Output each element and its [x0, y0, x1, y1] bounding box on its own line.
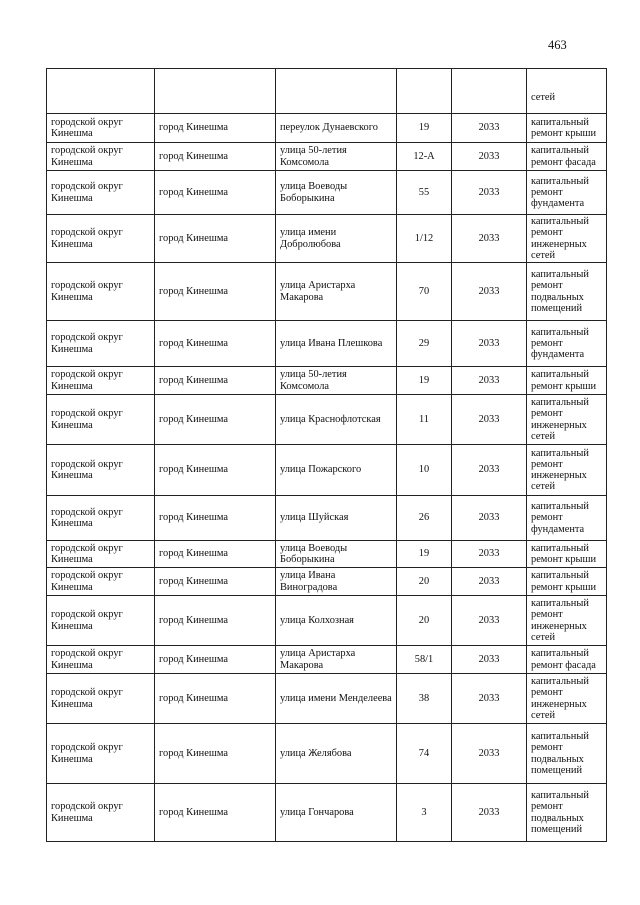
city-cell: город Кинешма: [155, 263, 276, 321]
year-cell: 2033: [452, 171, 527, 215]
city-cell: город Кинешма: [155, 445, 276, 496]
year-cell: 2033: [452, 263, 527, 321]
house-number-cell: 20: [397, 596, 452, 646]
city-cell: город Кинешма: [155, 215, 276, 263]
house-number-cell: 19: [397, 367, 452, 395]
street-cell: улица Воеводы Боборыкина: [276, 541, 397, 568]
table-row: [47, 395, 607, 445]
work-type-cell: капитальный ремонт крыши: [527, 541, 607, 568]
empty-cell: [155, 69, 276, 114]
street-cell: улица Ивана Плешкова: [276, 321, 397, 367]
table-row: [47, 445, 607, 496]
year-cell: 2033: [452, 321, 527, 367]
municipality-cell: городской округ Кинешма: [47, 367, 155, 395]
municipality-cell: городской округ Кинешма: [47, 724, 155, 784]
municipality-cell: городской округ Кинешма: [47, 143, 155, 171]
street-cell: улица Шуйская: [276, 496, 397, 541]
year-cell: 2033: [452, 724, 527, 784]
city-cell: город Кинешма: [155, 321, 276, 367]
empty-cell: [452, 69, 527, 114]
table-row: [47, 541, 607, 568]
work-type-cell: капитальный ремонт крыши: [527, 367, 607, 395]
street-cell: улица Краснофлотская: [276, 395, 397, 445]
year-cell: 2033: [452, 568, 527, 596]
year-cell: 2033: [452, 367, 527, 395]
street-cell: улица Пожарского: [276, 445, 397, 496]
table-row: [47, 646, 607, 674]
street-cell: улица 50-летия Комсомола: [276, 367, 397, 395]
city-cell: город Кинешма: [155, 784, 276, 842]
city-cell: город Кинешма: [155, 724, 276, 784]
year-cell: 2033: [452, 215, 527, 263]
city-cell: город Кинешма: [155, 496, 276, 541]
table-row: [47, 215, 607, 263]
street-cell: улица 50-летия Комсомола: [276, 143, 397, 171]
work-type-cell: капитальный ремонт подвальных помещений: [527, 784, 607, 842]
house-number-cell: 11: [397, 395, 452, 445]
year-cell: 2033: [452, 596, 527, 646]
municipality-cell: городской округ Кинешма: [47, 445, 155, 496]
city-cell: город Кинешма: [155, 171, 276, 215]
street-cell: улица Гончарова: [276, 784, 397, 842]
table-row: [47, 143, 607, 171]
work-type-cell: капитальный ремонт подвальных помещений: [527, 263, 607, 321]
table-row: [47, 568, 607, 596]
city-cell: город Кинешма: [155, 143, 276, 171]
municipality-cell: городской округ Кинешма: [47, 541, 155, 568]
city-cell: город Кинешма: [155, 568, 276, 596]
street-cell: улица имени Менделеева: [276, 674, 397, 724]
table-row: [47, 321, 607, 367]
city-cell: город Кинешма: [155, 114, 276, 143]
house-number-cell: 58/1: [397, 646, 452, 674]
year-cell: 2033: [452, 143, 527, 171]
year-cell: 2033: [452, 114, 527, 143]
municipality-cell: городской округ Кинешма: [47, 395, 155, 445]
work-type-cell: капитальный ремонт инженерных сетей: [527, 395, 607, 445]
house-number-cell: 1/12: [397, 215, 452, 263]
street-cell: улица Колхозная: [276, 596, 397, 646]
continuation-row: [47, 69, 607, 114]
house-number-cell: 55: [397, 171, 452, 215]
work-type-cell: капитальный ремонт фасада: [527, 143, 607, 171]
table-row: [47, 784, 607, 842]
work-type-cell: капитальный ремонт фундамента: [527, 171, 607, 215]
house-number-cell: 70: [397, 263, 452, 321]
house-number-cell: 10: [397, 445, 452, 496]
house-number-cell: 19: [397, 114, 452, 143]
work-type-cell: сетей: [527, 69, 607, 114]
city-cell: город Кинешма: [155, 646, 276, 674]
work-type-cell: капитальный ремонт фундамента: [527, 496, 607, 541]
house-number-cell: 20: [397, 568, 452, 596]
municipality-cell: городской округ Кинешма: [47, 674, 155, 724]
municipality-cell: городской округ Кинешма: [47, 568, 155, 596]
municipality-cell: городской округ Кинешма: [47, 784, 155, 842]
work-type-cell: капитальный ремонт инженерных сетей: [527, 674, 607, 724]
work-type-cell: капитальный ремонт инженерных сетей: [527, 596, 607, 646]
table-row: [47, 674, 607, 724]
house-number-cell: 29: [397, 321, 452, 367]
table-row: [47, 496, 607, 541]
table-row: [47, 114, 607, 143]
year-cell: 2033: [452, 496, 527, 541]
work-type-cell: капитальный ремонт крыши: [527, 114, 607, 143]
table-row: [47, 596, 607, 646]
year-cell: 2033: [452, 541, 527, 568]
street-cell: переулок Дунаевского: [276, 114, 397, 143]
municipality-cell: городской округ Кинешма: [47, 646, 155, 674]
empty-cell: [47, 69, 155, 114]
house-number-cell: 12-А: [397, 143, 452, 171]
city-cell: город Кинешма: [155, 674, 276, 724]
year-cell: 2033: [452, 395, 527, 445]
municipality-cell: городской округ Кинешма: [47, 496, 155, 541]
street-cell: улица Аристарха Макарова: [276, 646, 397, 674]
city-cell: город Кинешма: [155, 367, 276, 395]
work-type-cell: капитальный ремонт фундамента: [527, 321, 607, 367]
empty-cell: [397, 69, 452, 114]
city-cell: город Кинешма: [155, 541, 276, 568]
house-number-cell: 38: [397, 674, 452, 724]
municipality-cell: городской округ Кинешма: [47, 215, 155, 263]
year-cell: 2033: [452, 784, 527, 842]
city-cell: город Кинешма: [155, 596, 276, 646]
empty-cell: [276, 69, 397, 114]
table-row: [47, 171, 607, 215]
table-row: [47, 724, 607, 784]
street-cell: улица Воеводы Боборыкина: [276, 171, 397, 215]
repair-schedule-table: [46, 68, 607, 842]
work-type-cell: капитальный ремонт подвальных помещений: [527, 724, 607, 784]
year-cell: 2033: [452, 674, 527, 724]
year-cell: 2033: [452, 646, 527, 674]
municipality-cell: городской округ Кинешма: [47, 114, 155, 143]
table-row: [47, 263, 607, 321]
table-row: [47, 367, 607, 395]
work-type-cell: капитальный ремонт инженерных сетей: [527, 445, 607, 496]
page-number: 463: [548, 38, 567, 52]
house-number-cell: 26: [397, 496, 452, 541]
municipality-cell: городской округ Кинешма: [47, 321, 155, 367]
work-type-cell: капитальный ремонт крыши: [527, 568, 607, 596]
street-cell: улица имени Добролюбова: [276, 215, 397, 263]
work-type-cell: капитальный ремонт инженерных сетей: [527, 215, 607, 263]
city-cell: город Кинешма: [155, 395, 276, 445]
house-number-cell: 19: [397, 541, 452, 568]
street-cell: улица Аристарха Макарова: [276, 263, 397, 321]
street-cell: улица Ивана Виноградова: [276, 568, 397, 596]
work-type-cell: капитальный ремонт фасада: [527, 646, 607, 674]
year-cell: 2033: [452, 445, 527, 496]
street-cell: улица Желябова: [276, 724, 397, 784]
municipality-cell: городской округ Кинешма: [47, 171, 155, 215]
house-number-cell: 3: [397, 784, 452, 842]
municipality-cell: городской округ Кинешма: [47, 596, 155, 646]
table-body: [47, 69, 607, 842]
house-number-cell: 74: [397, 724, 452, 784]
municipality-cell: городской округ Кинешма: [47, 263, 155, 321]
